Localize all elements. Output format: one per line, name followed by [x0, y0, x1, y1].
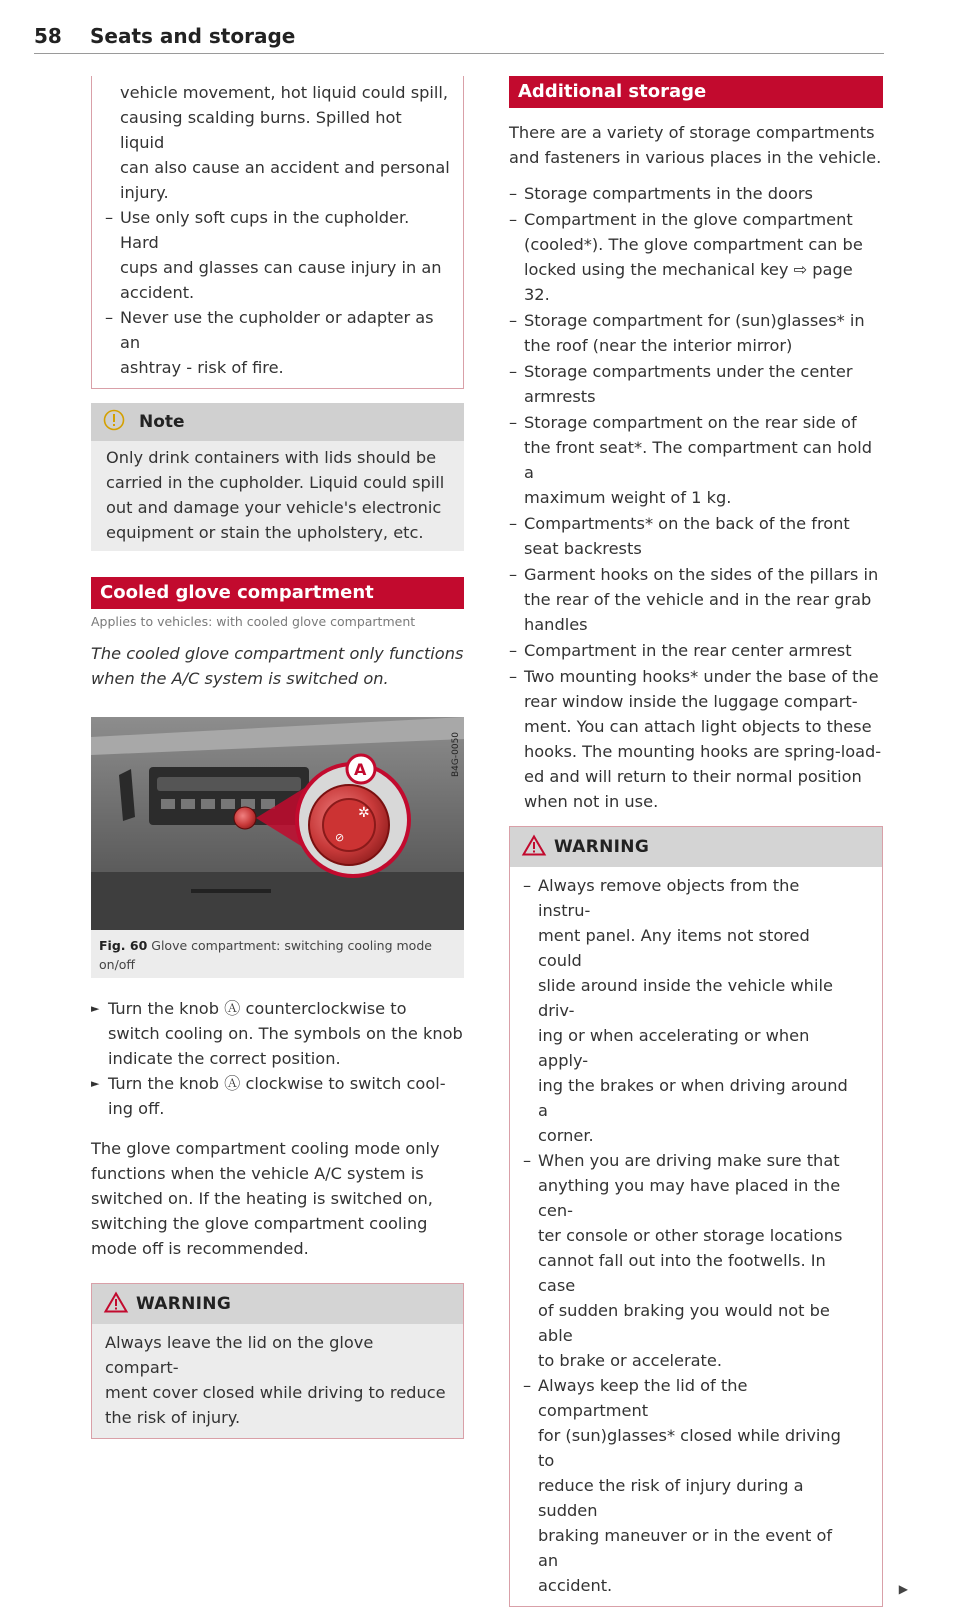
text-line: hooks. The mounting hooks are spring-load-: [524, 742, 882, 761]
warning-continued-text: [105, 80, 451, 205]
warning-box: [91, 1283, 464, 1439]
figure-label: Fig. 60: [99, 938, 148, 953]
text-line: Turn the knob Ⓐ counterclockwise to: [108, 999, 407, 1018]
text-line: equipment or stain the upholstery, etc.: [106, 523, 424, 542]
text-line: rear window inside the luggage compart-: [524, 692, 858, 711]
text-line: and fasteners in various places in the vehicle.: [509, 148, 882, 167]
text-line: Storage compartments in the doors: [524, 184, 813, 203]
figure-caption-box: [91, 930, 464, 978]
additional-intro: [509, 120, 883, 170]
text-line: maximum weight of 1 kg.: [524, 488, 732, 507]
right-column: [509, 76, 908, 1607]
warning-header: [510, 827, 882, 867]
text-line: of sudden braking you would not be able: [538, 1301, 830, 1345]
text-line: anything you may have placed in the cen-: [538, 1176, 841, 1220]
warning-triangle-icon: [104, 1292, 128, 1317]
text-line: the risk of injury.: [105, 1408, 241, 1427]
storage-list-item: – Garment hooks on the sides of the pillars in the rear of the vehicle and in the rear grab handles: [509, 562, 883, 637]
page-number: 58: [34, 24, 62, 48]
text-line: ing or when accelerating or when apply-: [538, 1026, 810, 1070]
additional-storage-heading: Additional storage: [509, 76, 883, 108]
figure-code: B4G-0050: [451, 731, 461, 777]
steps-list: [91, 996, 464, 1121]
text-line: when the A/C system is switched on.: [91, 669, 389, 688]
text-line: carried in the cupholder. Liquid could spill: [106, 473, 445, 492]
glove-compartment-illustration: [91, 717, 464, 930]
text-line: Always remove objects from the instru-: [538, 876, 800, 920]
text-line: for (sun)glasses* closed while driving to: [538, 1426, 841, 1470]
cooling-paragraph: [91, 1136, 464, 1261]
text-line: mode off is recommended.: [91, 1239, 309, 1258]
step-arrow-icon: ►: [91, 1002, 100, 1015]
section-title: Seats and storage: [90, 24, 296, 48]
text-line: Storage compartment for (sun)glasses* in: [524, 311, 865, 330]
note-body: [91, 441, 464, 551]
text-line: on/off: [99, 957, 136, 972]
warning-continued-box: [91, 76, 464, 389]
storage-list-item: – Compartment in the rear center armrest: [509, 638, 883, 663]
warning-title: WARNING: [554, 837, 650, 857]
warning-list-item: – Always keep the lid of the compartment for (sun)glasses* closed while driving to reduce the risk of injury during a sudden braking maneuver or in the event of an accident.: [523, 1373, 852, 1598]
text-line: Garment hooks on the sides of the pillars in: [524, 565, 879, 584]
text-line: Compartment in the rear center armrest: [524, 641, 852, 660]
storage-list-item: – Storage compartment for (sun)glasses* in the roof (near the interior mirror): [509, 308, 883, 358]
storage-list-item: – Two mounting hooks* under the base of the rear window inside the luggage compart- ment. You can attach light objects to these hooks. The mounting hooks are spring-load- ed and will return to their normal position when not in use.: [509, 664, 883, 814]
text-line: when not in use.: [524, 792, 659, 811]
text-line: braking maneuver or in the event of an: [538, 1526, 833, 1570]
text-line: Always leave the lid on the glove compart-: [105, 1333, 374, 1377]
continue-arrow-icon: ▶: [898, 1582, 908, 1596]
note-box: [91, 403, 464, 551]
text-line: can also cause an accident and personal: [120, 158, 450, 177]
storage-list-item: – Compartments* on the back of the front seat backrests: [509, 511, 883, 561]
text-line: The glove compartment cooling mode only: [91, 1139, 440, 1158]
text-line: There are a variety of storage compartments: [509, 123, 875, 142]
step-item: [91, 1071, 464, 1121]
text-line: switching the glove compartment cooling: [91, 1214, 428, 1233]
text-line: Storage compartments under the center: [524, 362, 853, 381]
warning-list-item: – Use only soft cups in the cupholder. Hard cups and glasses can cause injury in an accident.: [105, 205, 451, 305]
text-line: (cooled*). The glove compartment can be: [524, 235, 863, 254]
text-line: switched on. If the heating is switched on,: [91, 1189, 433, 1208]
warning-list-item: – Never use the cupholder or adapter as an ashtray - risk of fire.: [105, 305, 451, 380]
text-line: handles: [524, 615, 588, 634]
text-line: accident.: [538, 1576, 613, 1595]
warning-triangle-icon: [522, 835, 546, 860]
text-line: ing off.: [108, 1099, 165, 1118]
text-line: The cooled glove compartment only functions: [91, 644, 464, 663]
text-line: slide around inside the vehicle while driv-: [538, 976, 833, 1020]
text-line: cups and glasses can cause injury in an: [120, 258, 442, 277]
storage-list-item: – Compartment in the glove compartment (cooled*). The glove compartment can be locked using the mechanical key ⇨ page 32.: [509, 207, 883, 307]
text-line: Two mounting hooks* under the base of the: [524, 667, 879, 686]
cooled-intro: [91, 641, 464, 691]
text-line: out and damage your vehicle's electronic: [106, 498, 442, 517]
warning-body: [92, 1324, 463, 1438]
text-line: Never use the cupholder or adapter as an: [120, 308, 434, 352]
text-line: When you are driving make sure that: [538, 1151, 840, 1170]
text-line: ashtray - risk of fire.: [120, 358, 284, 377]
text-line: ment panel. Any items not stored could: [538, 926, 810, 970]
storage-list-item: – Storage compartment on the rear side of the front seat*. The compartment can hold a maximum weight of 1 kg.: [509, 410, 883, 510]
step-arrow-icon: ►: [91, 1077, 100, 1090]
text-line: Glove compartment: switching cooling mode: [151, 938, 432, 953]
text-line: corner.: [538, 1126, 594, 1145]
storage-warning-box: [509, 826, 908, 1607]
note-title: Note: [139, 412, 185, 432]
text-line: ment cover closed while driving to reduce: [105, 1383, 446, 1402]
text-line: Compartment in the glove compartment: [524, 210, 853, 229]
text-line: cannot fall out into the footwells. In case: [538, 1251, 826, 1295]
note-icon: [103, 409, 125, 435]
text-line: the rear of the vehicle and in the rear grab: [524, 590, 872, 609]
text-line: ed and will return to their normal position: [524, 767, 862, 786]
text-line: to brake or accelerate.: [538, 1351, 723, 1370]
note-header: [91, 403, 464, 441]
text-line: Compartments* on the back of the front: [524, 514, 850, 533]
text-line: ment. You can attach light objects to these: [524, 717, 872, 736]
text-line: injury.: [120, 183, 169, 202]
text-line: causing scalding burns. Spilled hot liquid: [120, 108, 402, 152]
text-line: Storage compartment on the rear side of: [524, 413, 857, 432]
warning-title: WARNING: [136, 1294, 232, 1314]
page-header: [34, 24, 884, 54]
text-line: ing the brakes or when driving around a: [538, 1076, 848, 1120]
text-line: Always keep the lid of the compartment: [538, 1376, 748, 1420]
text-line: accident.: [120, 283, 195, 302]
text-line: Only drink containers with lids should be: [106, 448, 437, 467]
text-line: seat backrests: [524, 539, 642, 558]
warning-header: [92, 1284, 463, 1324]
figure-caption: [99, 936, 456, 974]
text-line: ter console or other storage locations: [538, 1226, 843, 1245]
text-line: switch cooling on. The symbols on the knob: [108, 1024, 463, 1043]
warning-list-item: – When you are driving make sure that anything you may have placed in the cen- ter console or other storage locations cannot fall out into the footwells. In case of sudden braking you would not be able to brake or accelerate.: [523, 1148, 852, 1373]
cooled-glove-heading: Cooled glove compartment: [91, 577, 464, 609]
text-line: the front seat*. The compartment can hold a: [524, 438, 873, 482]
text-line: Use only soft cups in the cupholder. Hard: [120, 208, 410, 252]
svg-text:⊘: ⊘: [335, 831, 345, 844]
text-line: locked using the mechanical key ⇨ page 32.: [524, 260, 853, 304]
storage-list: [509, 181, 883, 814]
callout-label: A: [354, 760, 367, 779]
text-line: indicate the correct position.: [108, 1049, 341, 1068]
glove-compartment-figure: [91, 717, 464, 930]
svg-text:✲: ✲: [358, 805, 370, 821]
storage-list-item: – Storage compartments in the doors: [509, 181, 883, 206]
step-item: [91, 996, 464, 1071]
applies-text: Applies to vehicles: with cooled glove compartment: [91, 614, 416, 629]
warning-body: [510, 867, 882, 1606]
text-line: the roof (near the interior mirror): [524, 336, 793, 355]
text-line: reduce the risk of injury during a sudden: [538, 1476, 804, 1520]
left-column: [91, 76, 464, 1439]
text-line: functions when the vehicle A/C system is: [91, 1164, 424, 1183]
text-line: armrests: [524, 387, 596, 406]
storage-list-item: – Storage compartments under the center armrests: [509, 359, 883, 409]
warning-list-item: – Always remove objects from the instru- ment panel. Any items not stored could slide around inside the vehicle while driv- ing or when accelerating or when apply- ing the brakes or when driving around a corner.: [523, 873, 852, 1148]
text-line: vehicle movement, hot liquid could spill,: [120, 83, 449, 102]
text-line: Turn the knob Ⓐ clockwise to switch cool-: [108, 1074, 446, 1093]
